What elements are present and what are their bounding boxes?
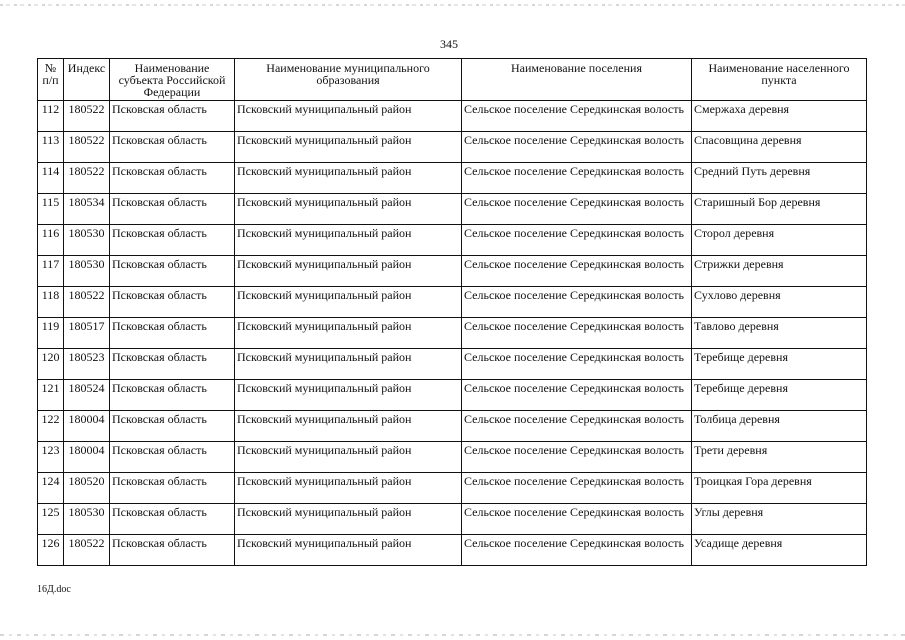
header-municipality: Наименование муниципального образования xyxy=(235,59,462,101)
table-row xyxy=(38,411,867,442)
cell-index: 180523 xyxy=(64,349,110,380)
cell-locality: Теребище деревня xyxy=(692,349,867,380)
cell-index: 180004 xyxy=(64,442,110,473)
table-row xyxy=(38,473,867,504)
cell-index: 180534 xyxy=(64,194,110,225)
cell-subject: Псковская область xyxy=(110,194,235,225)
cell-municipality: Псковский муниципальный район xyxy=(235,132,462,163)
cell-locality: Толбица деревня xyxy=(692,411,867,442)
cell-municipality: Псковский муниципальный район xyxy=(235,256,462,287)
cell-subject: Псковская область xyxy=(110,535,235,566)
table-header-row xyxy=(38,59,867,101)
table-row xyxy=(38,287,867,318)
table-row xyxy=(38,132,867,163)
cell-settlement: Сельское поселение Середкинская волость xyxy=(462,504,692,535)
cell-municipality: Псковский муниципальный район xyxy=(235,535,462,566)
cell-index: 180522 xyxy=(64,287,110,318)
cell-municipality: Псковский муниципальный район xyxy=(235,318,462,349)
table-row xyxy=(38,225,867,256)
cell-municipality: Псковский муниципальный район xyxy=(235,473,462,504)
cell-settlement: Сельское поселение Середкинская волость xyxy=(462,442,692,473)
cell-index: 180522 xyxy=(64,132,110,163)
cell-locality: Смержаха деревня xyxy=(692,101,867,132)
cell-num: 113 xyxy=(38,132,64,163)
cell-settlement: Сельское поселение Середкинская волость xyxy=(462,194,692,225)
cell-subject: Псковская область xyxy=(110,411,235,442)
cell-num: 125 xyxy=(38,504,64,535)
cell-locality: Тавлово деревня xyxy=(692,318,867,349)
cell-subject: Псковская область xyxy=(110,225,235,256)
cell-num: 126 xyxy=(38,535,64,566)
cell-locality: Трети деревня xyxy=(692,442,867,473)
cell-subject: Псковская область xyxy=(110,287,235,318)
table-row xyxy=(38,504,867,535)
cell-subject: Псковская область xyxy=(110,163,235,194)
cell-municipality: Псковский муниципальный район xyxy=(235,101,462,132)
cell-num: 122 xyxy=(38,411,64,442)
cell-subject: Псковская область xyxy=(110,473,235,504)
cell-subject: Псковская область xyxy=(110,256,235,287)
table-row xyxy=(38,380,867,411)
header-locality: Наименование населенного пункта xyxy=(692,59,867,101)
settlements-table xyxy=(37,58,867,566)
footer-filename: 16Д.doc xyxy=(37,584,71,595)
cell-num: 123 xyxy=(38,442,64,473)
cell-settlement: Сельское поселение Середкинская волость xyxy=(462,132,692,163)
cell-subject: Псковская область xyxy=(110,349,235,380)
cell-subject: Псковская область xyxy=(110,504,235,535)
cell-subject: Псковская область xyxy=(110,101,235,132)
cell-settlement: Сельское поселение Середкинская волость xyxy=(462,318,692,349)
table-row xyxy=(38,101,867,132)
cell-locality: Усадище деревня xyxy=(692,535,867,566)
cell-subject: Псковская область xyxy=(110,132,235,163)
cell-index: 180004 xyxy=(64,411,110,442)
cell-index: 180520 xyxy=(64,473,110,504)
cell-subject: Псковская область xyxy=(110,380,235,411)
table-row xyxy=(38,535,867,566)
cell-num: 114 xyxy=(38,163,64,194)
cell-municipality: Псковский муниципальный район xyxy=(235,225,462,256)
cell-num: 117 xyxy=(38,256,64,287)
cell-settlement: Сельское поселение Середкинская волость xyxy=(462,411,692,442)
cell-settlement: Сельское поселение Середкинская волость xyxy=(462,287,692,318)
cell-municipality: Псковский муниципальный район xyxy=(235,349,462,380)
scan-artifact-top xyxy=(0,4,905,6)
cell-locality: Углы деревня xyxy=(692,504,867,535)
cell-index: 180522 xyxy=(64,535,110,566)
header-subject: Наименование субъекта Российской Федерации xyxy=(110,59,235,101)
cell-index: 180524 xyxy=(64,380,110,411)
cell-index: 180517 xyxy=(64,318,110,349)
table-row xyxy=(38,349,867,380)
cell-num: 112 xyxy=(38,101,64,132)
cell-locality: Сухлово деревня xyxy=(692,287,867,318)
cell-index: 180522 xyxy=(64,101,110,132)
cell-settlement: Сельское поселение Середкинская волость xyxy=(462,473,692,504)
cell-locality: Теребище деревня xyxy=(692,380,867,411)
cell-settlement: Сельское поселение Середкинская волость xyxy=(462,101,692,132)
cell-settlement: Сельское поселение Середкинская волость xyxy=(462,535,692,566)
cell-locality: Стрижки деревня xyxy=(692,256,867,287)
table-row xyxy=(38,256,867,287)
cell-num: 124 xyxy=(38,473,64,504)
cell-index: 180530 xyxy=(64,504,110,535)
cell-municipality: Псковский муниципальный район xyxy=(235,380,462,411)
cell-settlement: Сельское поселение Середкинская волость xyxy=(462,380,692,411)
cell-municipality: Псковский муниципальный район xyxy=(235,411,462,442)
cell-locality: Спасовщина деревня xyxy=(692,132,867,163)
cell-num: 119 xyxy=(38,318,64,349)
cell-settlement: Сельское поселение Середкинская волость xyxy=(462,225,692,256)
table-row xyxy=(38,163,867,194)
header-num: № п/п xyxy=(38,59,64,101)
cell-num: 116 xyxy=(38,225,64,256)
cell-locality: Старишный Бор деревня xyxy=(692,194,867,225)
cell-num: 118 xyxy=(38,287,64,318)
cell-municipality: Псковский муниципальный район xyxy=(235,442,462,473)
cell-num: 121 xyxy=(38,380,64,411)
cell-municipality: Псковский муниципальный район xyxy=(235,287,462,318)
table-row xyxy=(38,318,867,349)
table-row xyxy=(38,442,867,473)
cell-num: 115 xyxy=(38,194,64,225)
scan-artifact-bottom xyxy=(0,634,905,636)
cell-subject: Псковская область xyxy=(110,442,235,473)
cell-municipality: Псковский муниципальный район xyxy=(235,504,462,535)
cell-settlement: Сельское поселение Середкинская волость xyxy=(462,349,692,380)
cell-index: 180530 xyxy=(64,225,110,256)
cell-locality: Сторол деревня xyxy=(692,225,867,256)
cell-index: 180530 xyxy=(64,256,110,287)
cell-settlement: Сельское поселение Середкинская волость xyxy=(462,256,692,287)
page-number: 345 xyxy=(440,37,458,51)
header-index: Индекс xyxy=(64,59,110,101)
cell-municipality: Псковский муниципальный район xyxy=(235,163,462,194)
cell-settlement: Сельское поселение Середкинская волость xyxy=(462,163,692,194)
cell-locality: Средний Путь деревня xyxy=(692,163,867,194)
header-settlement: Наименование поселения xyxy=(462,59,692,101)
cell-subject: Псковская область xyxy=(110,318,235,349)
cell-locality: Троицкая Гора деревня xyxy=(692,473,867,504)
table-row xyxy=(38,194,867,225)
cell-index: 180522 xyxy=(64,163,110,194)
cell-municipality: Псковский муниципальный район xyxy=(235,194,462,225)
cell-num: 120 xyxy=(38,349,64,380)
